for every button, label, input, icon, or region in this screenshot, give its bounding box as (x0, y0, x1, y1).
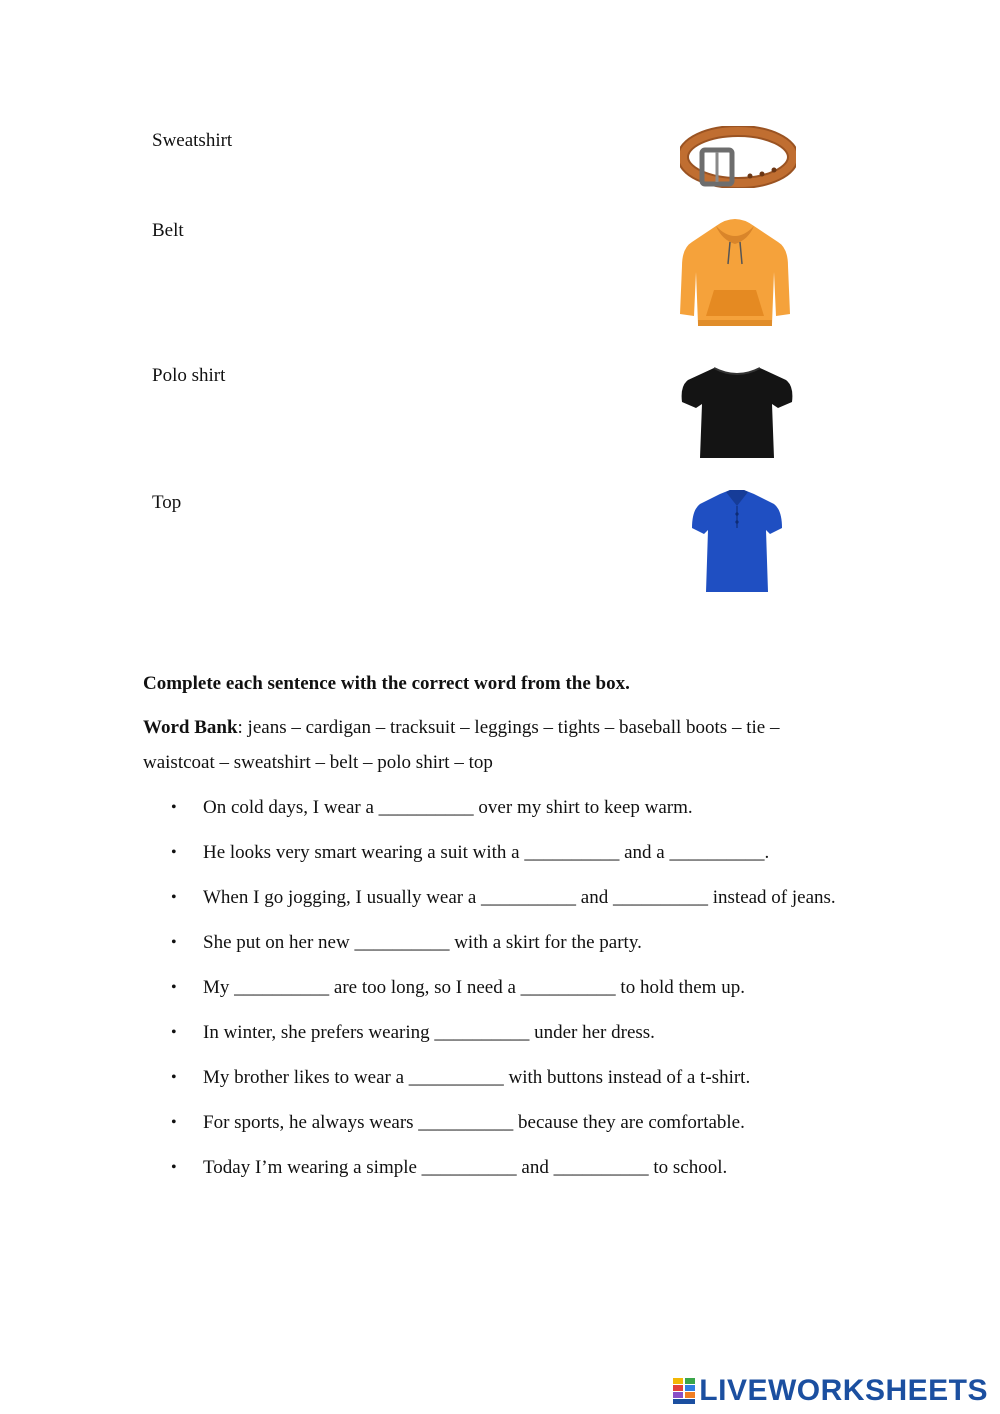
sentence-text[interactable]: For sports, he always wears __________ because they are comfortable. (203, 1112, 745, 1133)
sentence-text[interactable]: Today I’m wearing a simple __________ and __________ to school. (203, 1157, 728, 1178)
bullet: • (171, 1024, 177, 1041)
brand-name: LIVEWORKSHEETS (699, 1374, 988, 1407)
sentence-text[interactable]: My brother likes to wear a __________ with buttons instead of a t-shirt. (203, 1067, 751, 1088)
bullet: • (171, 934, 177, 951)
match-label-sweatshirt: Sweatshirt (152, 130, 233, 151)
word-bank (143, 710, 843, 780)
live-blocks-icon (673, 1378, 695, 1404)
word-bank-label: Word Bank (143, 717, 238, 738)
bullet: • (171, 889, 177, 906)
crop-top-icon[interactable] (678, 364, 796, 462)
exercise-instruction: Complete each sentence with the correct word from the box. (143, 673, 630, 694)
bullet: • (171, 844, 177, 861)
sentence-item (143, 835, 843, 870)
match-label-belt: Belt (152, 220, 184, 241)
match-label-polo-shirt: Polo shirt (152, 365, 226, 386)
sentence-text[interactable]: He looks very smart wearing a suit with a __________ and a __________. (203, 842, 770, 863)
sentence-text[interactable]: When I go jogging, I usually wear a __________ and __________ instead of jeans. (203, 887, 836, 908)
bullet: • (171, 979, 177, 996)
belt-icon[interactable] (680, 126, 796, 188)
bullet: • (171, 799, 177, 816)
sentence-text[interactable]: She put on her new __________ with a skirt for the party. (203, 932, 642, 953)
bullet: • (171, 1114, 177, 1131)
bullet: • (171, 1069, 177, 1086)
bullet: • (171, 1159, 177, 1176)
sentence-text[interactable]: In winter, she prefers wearing __________ under her dress. (203, 1022, 655, 1043)
hoodie-icon[interactable] (678, 216, 792, 330)
word-bank-words: : jeans – cardigan – tracksuit – leggings – tights – baseball boots – tie – waistcoat – sweatshirt – belt – polo shirt – top (143, 717, 780, 773)
sentence-item (143, 790, 843, 825)
sentence-item (143, 1060, 843, 1095)
sentence-item (143, 970, 843, 1005)
match-label-top: Top (152, 492, 182, 513)
sentence-item (143, 925, 843, 960)
sentence-item (143, 1105, 843, 1140)
sentence-item (143, 1150, 843, 1185)
sentence-text[interactable]: My __________ are too long, so I need a __________ to hold them up. (203, 977, 745, 998)
sentence-item (143, 880, 843, 915)
liveworksheets-logo (673, 1374, 988, 1408)
polo-shirt-icon[interactable] (690, 488, 784, 594)
sentence-item (143, 1015, 843, 1050)
sentence-text[interactable]: On cold days, I wear a __________ over my shirt to keep warm. (203, 797, 693, 818)
sentence-list (143, 790, 843, 1195)
